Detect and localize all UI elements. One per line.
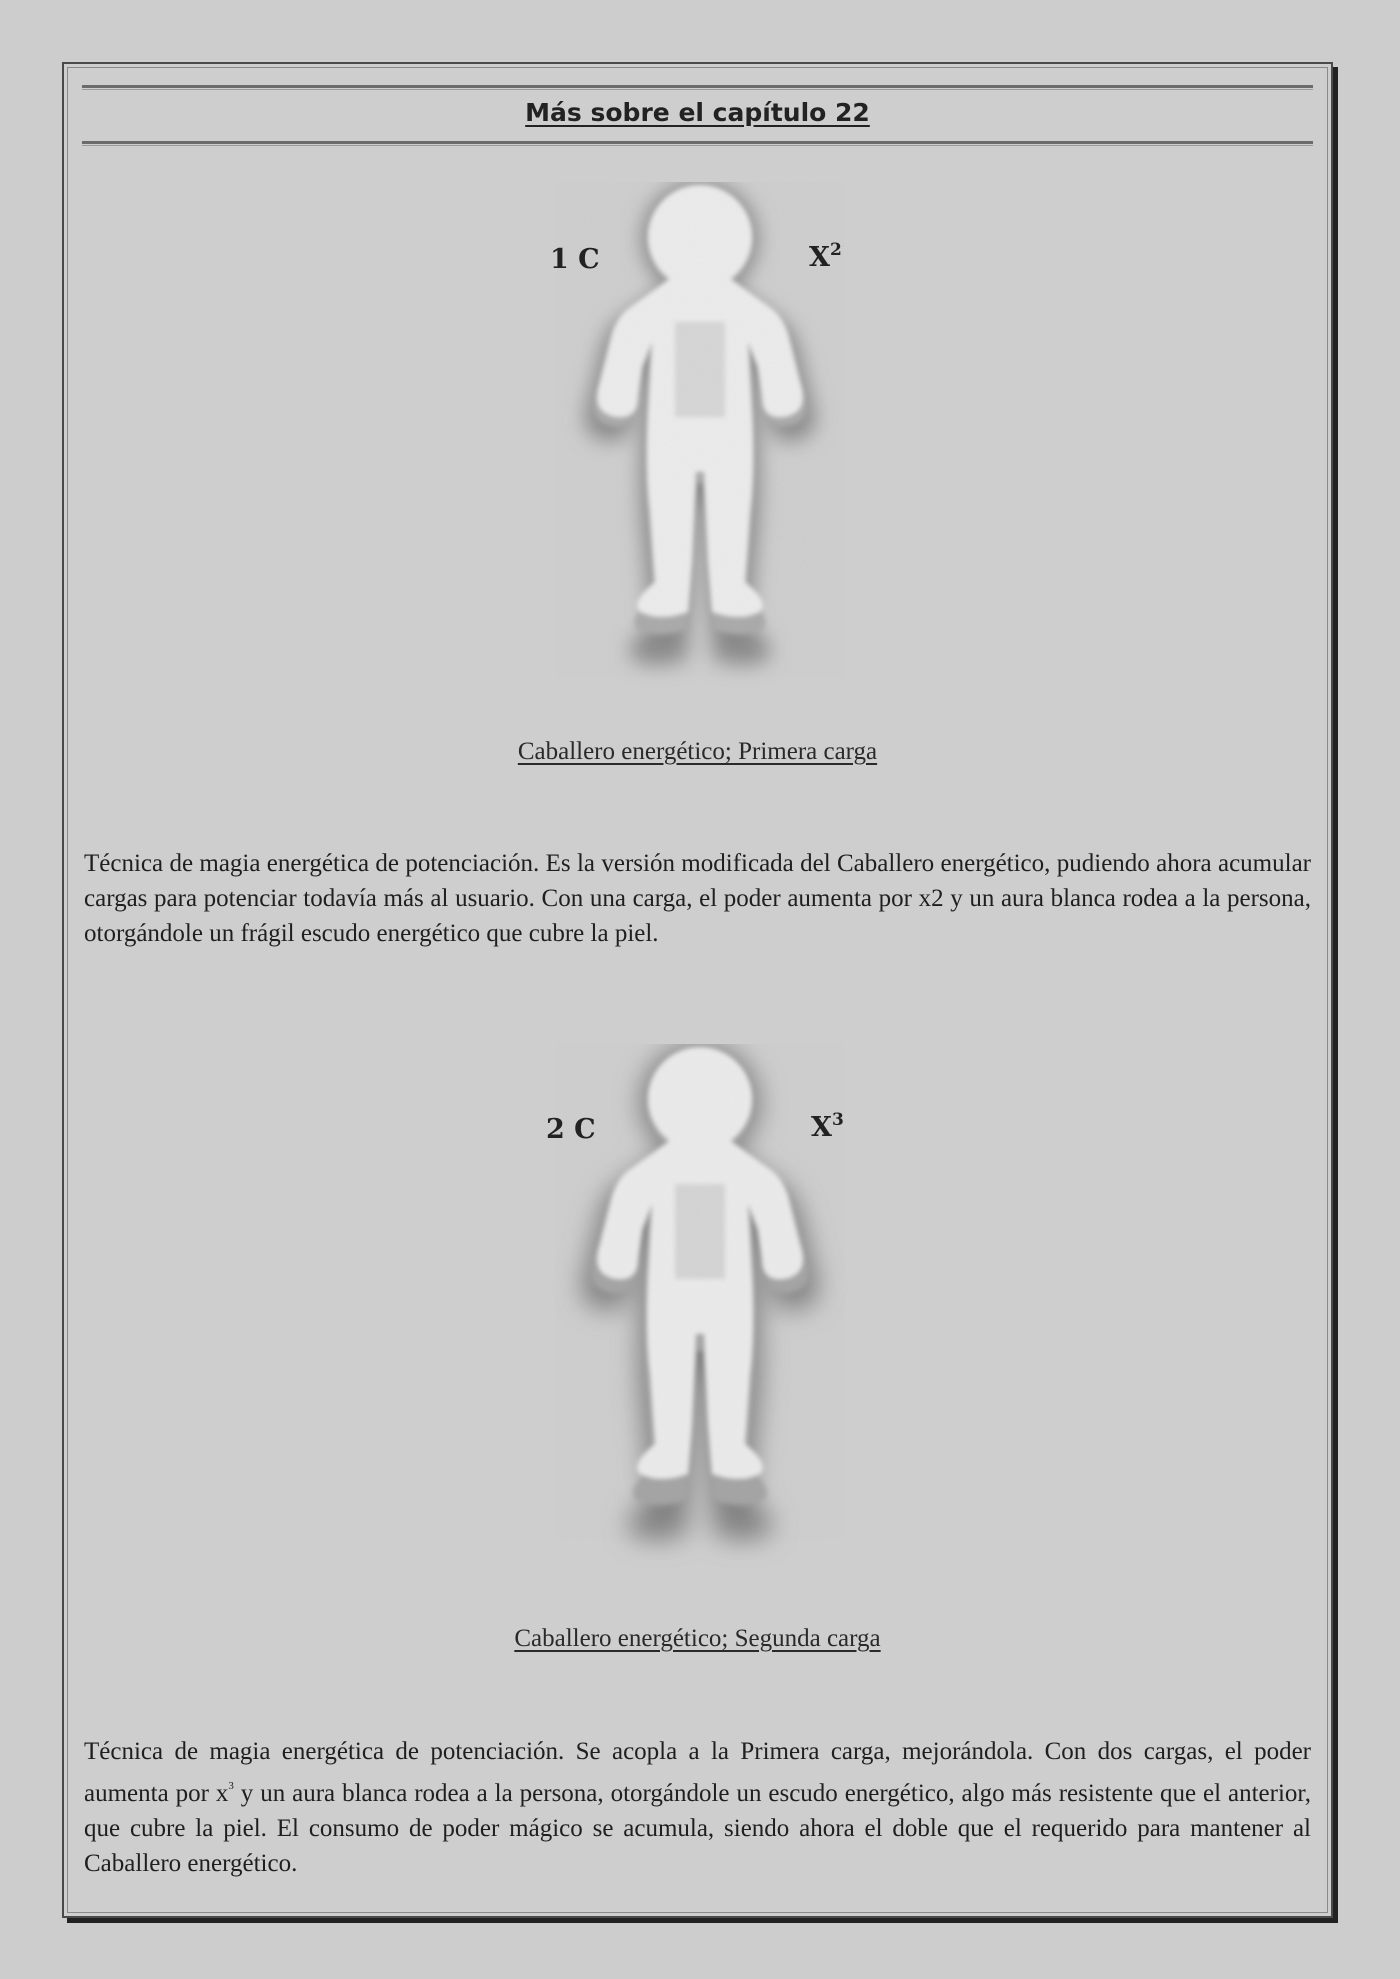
energy-knight-figure-2: [64, 1044, 1335, 1584]
figure-caption-2: Caballero energético; Segunda carga: [514, 1625, 881, 1652]
figure-first-charge: [64, 182, 1331, 722]
charge-label: 1 C: [550, 244, 600, 275]
title-rule-top: [82, 85, 1313, 90]
energy-knight-figure-1: [64, 182, 1335, 722]
figure-caption-1: Caballero energético; Primera carga: [517, 738, 878, 765]
power-label: $X^2$: [809, 240, 842, 273]
power-label: $X^3$: [811, 1110, 844, 1143]
description-paragraph-1: Técnica de magia energética de potenciación. Es la versión modificada del Caballero energético, pudiendo ahora acumular cargas para potenciar todavía más al usuario. Con una carga, el poder aumenta por x2 y un aura blanca rodea a la persona, otorgándole un frágil escudo energético que cubre la piel.: [84, 850, 1311, 947]
title-rule-bottom: [82, 141, 1313, 146]
description-paragraph-2: Técnica de magia energética de potenciación. Se acopla a la Primera carga, mejorándola. Con dos cargas, el poder aumenta por $x^3$ y un aura blanca rodea a la persona, otorgándole un escudo energético, algo más resistente que el anterior, que cubre la piel. El consumo de poder mágico se acumula, siendo ahora el doble que el requerido para mantener al Caballero energético.: [84, 1738, 1311, 1877]
page-title: Más sobre el capítulo 22: [525, 98, 870, 127]
figure-second-charge: [64, 1044, 1331, 1584]
page-frame: [62, 62, 1333, 1918]
charge-label: 2 C: [546, 1114, 596, 1145]
